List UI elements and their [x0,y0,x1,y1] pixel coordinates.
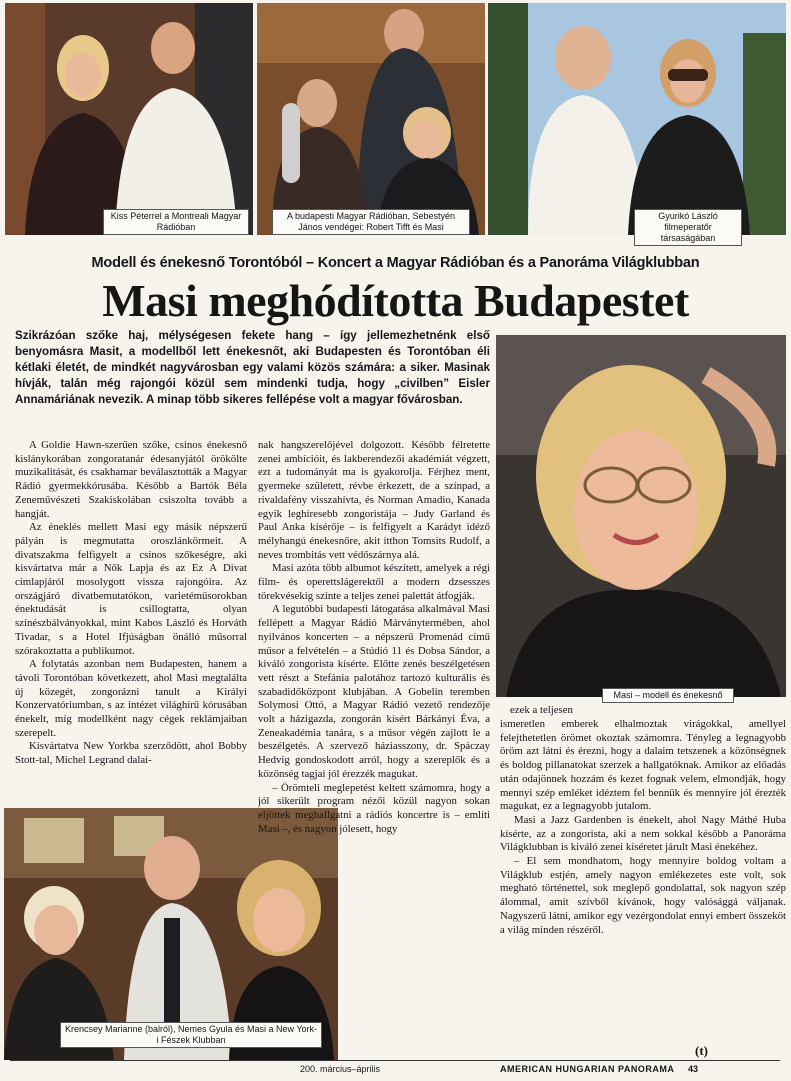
paragraph: Kisvártatva New Yorkba szerződött, ahol Bobby Stott-tal, Michel Legrand dalai- [15,740,247,767]
paragraph: A legutóbbi budapesti látogatása alkalmával Masi fellépett a Magyar Rádió Márványtermében, ahol nyilvános koncerten – a népszerű Promenád című műsor a felvételén – a Stúdió 11 és Dobsa Sándor, a kiváló zongorista kísérte. Előtte zenés beszélgetésen vett részt a Stefánia palotához tartozó kulturális és szabadidőközpont klubjában. A Gobelin teremben Solymosi Ottó, a Magyar Rádió vezető rendezője volt a házigazda, zongorán kísért Bárkányi Éva, a Zeneakadémia tanára, s a műsor végén zajlott le a beszélgetés. A szervező háziasszony, dr. Spáczay Hedvig gondoskodott arról, hogy a szereplők és a közönség tagjai jól érezzék magukat. [258,603,490,780]
photo-masi-portrait [496,335,786,697]
signature: (t) [695,1043,708,1058]
footer-rule [10,1060,780,1061]
paragraph: nak hangszerelőjével dolgozott. Később félretette zenei ambícióit, és lakberendezői akadémiát végzett, ezt a tudományát ma is gyakorolja. Férjhez ment, gyermeke született, révbe érkezett, de a színpad, a rivaldafény visszahívta, és Norman Amadio, Kanada egyik leghíresebb zongoristája – Judy Garland és Paul Anka kísérője – is felfigyelt a Karádyt idéző mélyhangú énekesnőre, akit itthon Tomsits Rudolf, a neves trombitás vett védőszárnya alá. [258,439,490,561]
lead-paragraph: Szikrázóan szőke haj, mélységesen fekete hang – így jellemezhetnénk első benyomásra Masit, a modellből lett énekesnőt, aki Budapesten és Torontóban éli kétlaki életét, de mindkét nagyvárosban egy valami közös számára: a siker. Masinak hívják, talán még rajongói közül sem mindenki tudja, hogy „civilben” Eisler Annamáriának nevezik. A minap több sikeres fellépése volt a magyar fővárosban. [15,329,490,406]
paragraph: – Örömteli meglepetést keltett számomra, hogy a jól sikerült program nézői közül nagyon sokan eljöttek meghallgatni a rádiós koncertre is – említi Masi –, és nagyon jólesett, hogy [258,781,490,835]
photo-gyuriko [488,3,786,235]
body-column-3 [500,718,786,1046]
caption-photo5: Krencsey Marianne (balról), Nemes Gyula és Masi a New York-i Fészek Klubban [60,1022,322,1048]
caption-photo2: A budapesti Magyar Rádióban, Sebestyén János vendégei: Robert Tifft és Masi [272,209,470,235]
caption-photo4: Masi – modell és énekesnő [602,688,734,703]
paragraph: A Goldie Hawn-szerűen szőke, csinos énekesnő kislánykorában zongoratanár édesanyjától örökölte muzikalitását, és csakhamar beválasztották a Magyar Rádió gyermekkórusába. Később a Bartók Béla Zeneművészeti Szakiskolában csiszolta tovább a hangját. [15,439,247,520]
footer-publication: AMERICAN HUNGARIAN PANORAMA [500,1064,675,1074]
paragraph: ismeretlen emberek elhalmoztak virágokkal, amellyel felejthetetlen örömet okoztak számomra. Tényleg a legnagyobb öröm azt látni és érezni, hogy a dalaim tetszenek a közönségnek és boldog pillanatokat szerzek a hallgatóknak. Amikor az előadás után odajönnek hozzám és kezet fognak velem, elmondják, hogy mennyi szép emléket idéztem fel bennük és mennyire jól érezték magukat, ez a legnagyobb jutalom. [500,718,786,813]
headline: Masi meghódította Budapestet [102,275,689,326]
kicker: Modell és énekesnő Torontóból – Koncert a Magyar Rádióban és a Panoráma Világklubban [91,255,700,271]
caption-photo1: Kiss Péterrel a Montreali Magyar Rádióban [103,209,249,235]
paragraph: Az éneklés mellett Masi egy másik népszerű pályán is megmutatta oroszlánkörmeit. A divatszakma felfigyelt a csinos szőkeségre, aki kisvártatva már a Nők Lapja és az Ez A Divat címlapjáról mosolygott vissza rajongóira. Az országjáró divatbemutatókon, varietéműsorokban énektudását is csillogtatta, olyan színészbálványokkal, mint Kabos László és Horváth Tivadar, s a Hotel Ifjúságban önálló műsorral szórakoztatta a publikumot. [15,521,247,657]
paragraph: Masi azóta több albumot készített, amelyek a régi film- és operettslágerektől a modern dzsesszes törekvésekig szinte a teljes zenei palettát átfogják. [258,562,490,602]
caption-photo3: Gyurikó László filmeperatőr társaságában [634,209,742,246]
paragraph: ezek a teljesen [510,704,573,716]
footer-date: 200. március–április [300,1064,381,1074]
paragraph: Masi a Jazz Gardenben is énekelt, ahol Nagy Máthé Huba kísérte, az a zongorista, aki a nem sokkal később a Panoráma Világklubban is kiváló zenei kíséretet járult Masi énekéhez. [500,813,786,854]
body-column-3-head [510,704,786,718]
photo-budapest-radio [257,3,485,235]
footer-page-number: 43 [688,1064,699,1074]
body-column-2 [258,439,490,1059]
paragraph: A folytatás azonban nem Budapesten, hanem a távoli Torontóban következett, ahol Masi megtalálta új közegét, zongorázni tanult a Királyi Konzervatóriumban, s az intézet világhírű kórusában énekelt, míg modellként nagy cégek reklámjaiban szerepelt. [15,658,247,739]
paragraph: – El sem mondhatom, hogy mennyire boldog voltam a Világklub estjén, amely nagyon emlékezetes este volt, sok megható történettel, sok meglepő gondolattal, sok nagyon szép álommal, amit szívből kívánok, hogy valósággá váljanak. Nagyszerű látni, amikor egy vezérgondolat ennyi embert összeköt a világ minden részéről. [500,855,786,936]
body-column-1 [15,439,247,809]
photo-kiss-peter [5,3,253,235]
